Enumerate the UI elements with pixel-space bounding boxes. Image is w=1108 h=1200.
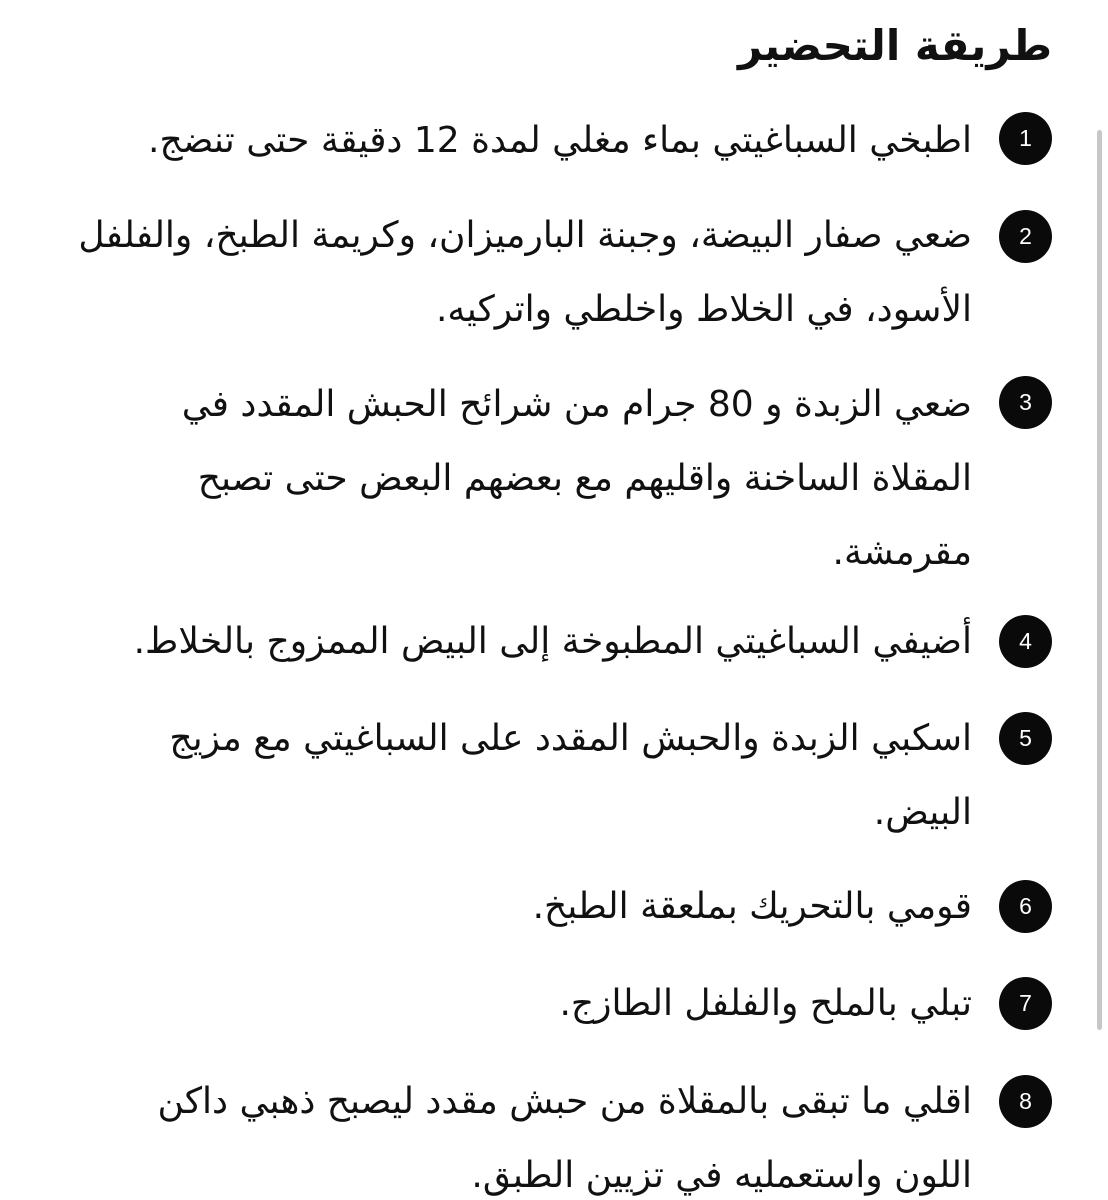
step-number-badge: 6 [999, 880, 1052, 933]
step-number-badge: 3 [999, 376, 1052, 429]
step-text: ضعي الزبدة و 80 جرام من شرائح الحبش المقدد في المقلاة الساخنة واقليهم مع بعضهم البعض حتى تصبح مقرمشة. [181, 384, 972, 573]
step-number-badge: 5 [999, 712, 1052, 765]
step-text: اسكبي الزبدة والحبش المقدد على السباغيتي مع مزيج البيض. [169, 718, 972, 833]
section-title: طريقة التحضير [737, 21, 1052, 70]
step-number-badge: 8 [999, 1075, 1052, 1128]
step-number-badge: 7 [999, 977, 1052, 1030]
scrollbar[interactable] [1097, 130, 1102, 1030]
step-text: ضعي صفار البيضة، وجبنة البارميزان، وكريمة الطبخ، والفلفل الأسود، في الخلاط واخلطي واتركيه. [78, 215, 972, 330]
step-text: اطبخي السباغيتي بماء مغلي لمدة 12 دقيقة حتى تنضج. [148, 120, 972, 161]
step-number-badge: 4 [999, 615, 1052, 668]
step-text: اقلي ما تبقى بالمقلاة من حبش مقدد ليصبح ذهبي داكن اللون واستعمليه في تزيين الطبق. [157, 1081, 972, 1196]
step-text: تبلي بالملح والفلفل الطازج. [559, 983, 972, 1024]
step-number-badge: 2 [999, 210, 1052, 263]
step-number-badge: 1 [999, 112, 1052, 165]
step-text: قومي بالتحريك بملعقة الطبخ. [532, 886, 972, 927]
step-text: أضيفي السباغيتي المطبوخة إلى البيض الممزوج بالخلاط. [133, 621, 972, 662]
